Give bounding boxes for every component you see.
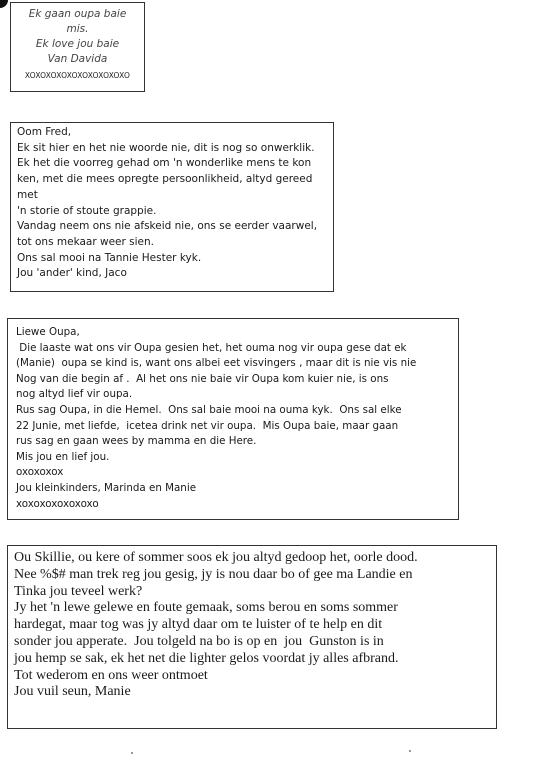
note-line: hardegat, maar tog was jy altyd daar om te luister of te help en dit (14, 617, 383, 633)
note-marinda-manie (7, 318, 459, 520)
note-line: Nee %$# man trek reg jou gesig, jy is nou daar bo of gee ma Landie en (14, 566, 413, 582)
note-line: Vandag neem ons nie afskeid nie, ons se eerder vaarwel, (17, 220, 318, 233)
note-line: xoxoxoxoxoxoxo (16, 497, 99, 510)
note-line: Ek gaan oupa baie (28, 8, 127, 20)
note-line: Van Davida (47, 53, 108, 65)
note-davida (10, 2, 145, 92)
note-line: tot ons mekaar weer sien. (17, 235, 154, 248)
scan-corner-mark (0, 0, 8, 8)
note-jaco (10, 122, 334, 292)
scan-speck (131, 752, 133, 754)
note-line: met (17, 188, 38, 201)
note-line: Ek het die voorreg gehad om 'n wonderlike mens te kon (17, 157, 312, 170)
note-kisses: XOXOXOXOXOXOXOXOXOXO (24, 71, 131, 80)
note-line: Ek sit hier en het nie woorde nie, dit is nog so onwerklik. (17, 141, 315, 154)
note-line: oxoxoxox (16, 466, 64, 479)
note-line: Die laaste wat ons vir Oupa gesien het, het ouma nog vir oupa gese dat ek (16, 341, 407, 354)
note-line: Mis jou en lief jou. (16, 450, 110, 463)
note-line: Ons sal mooi na Tannie Hester kyk. (17, 251, 202, 264)
note-line: nog altyd lief vir oupa. (16, 388, 133, 401)
note-line: Jou vuil seun, Manie (14, 684, 131, 700)
note-line: jou hemp se sak, ek het net die lighter gelos voordat jy alles afbrand. (14, 650, 399, 666)
scan-speck (409, 750, 411, 752)
note-line: Nog van die begin af . Al het ons nie baie vir Oupa kom kuier nie, is ons (16, 372, 389, 385)
note-line: Rus sag Oupa, in die Hemel. Ons sal baie mooi na ouma kyk. Ons sal elke (16, 403, 402, 416)
note-line: Jy het 'n lewe gelewe en foute gemaak, soms berou en soms sommer (14, 600, 398, 616)
note-line: Liewe Oupa, (16, 326, 80, 338)
note-line: Tot wederom en ons weer ontmoet (14, 667, 208, 683)
note-line: Ou Skillie, ou kere of sommer soos ek jou altyd gedoop het, oorle dood. (14, 550, 418, 565)
note-line: Oom Fred, (17, 126, 72, 138)
note-line: mis. (66, 23, 89, 35)
note-line: Tinka jou teveel werk? (14, 583, 143, 599)
note-line: Ek love jou baie (35, 38, 120, 50)
note-line: 'n storie of stoute grappie. (17, 204, 157, 217)
note-manie (7, 545, 497, 729)
note-line: Jou 'ander' kind, Jaco (17, 267, 127, 280)
note-line: 22 Junie, met liefde, icetea drink net vir oupa. Mis Oupa baie, maar gaan (16, 419, 399, 432)
note-line: (Manie) oupa se kind is, want ons albei eet visvingers , maar dit is nie vis nie (16, 357, 417, 370)
note-line: rus sag en gaan wees by mamma en die Here. (16, 435, 257, 448)
note-line: Jou kleinkinders, Marinda en Manie (16, 481, 197, 494)
note-line: ken, met die mees opregte persoonlikheid, altyd gereed (17, 173, 313, 186)
note-line: sonder jou apperate. Jou tolgeld na bo is op en jou Gunston is in (14, 633, 384, 649)
